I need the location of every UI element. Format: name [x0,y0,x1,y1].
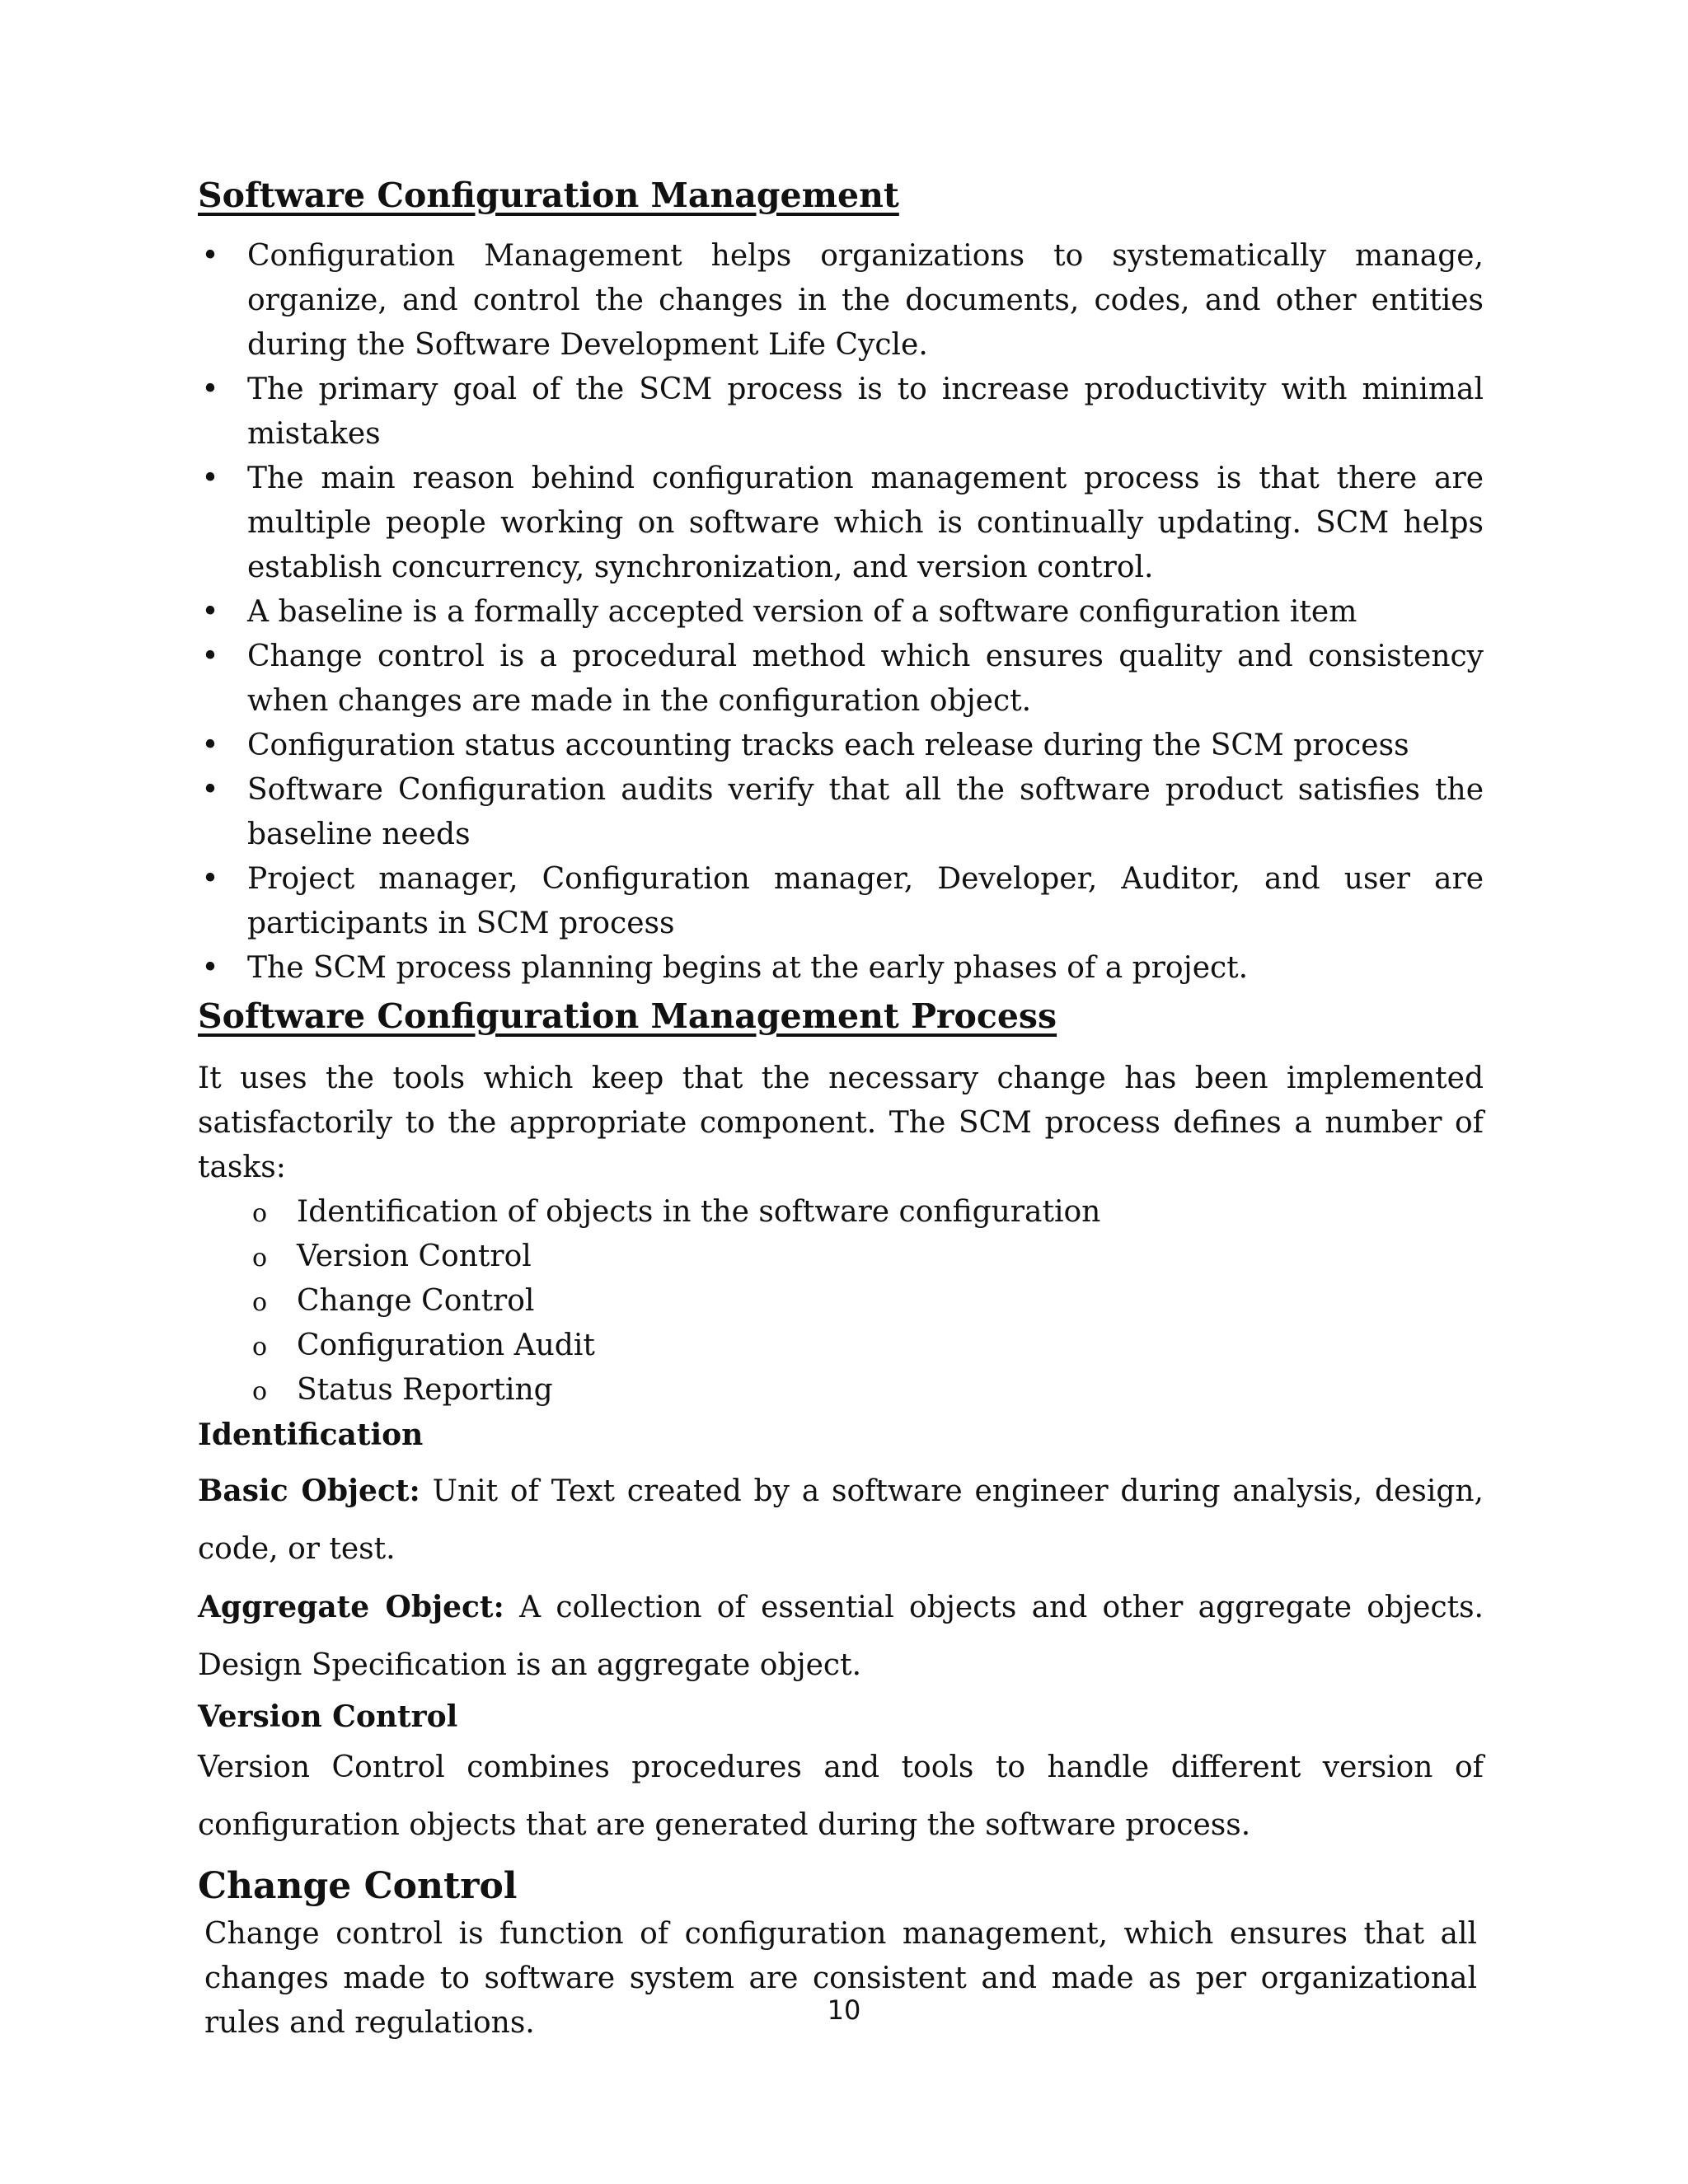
change-control-heading: Change Control [198,1865,518,1907]
bullet-icon: • [201,862,219,896]
bullet-icon: • [201,640,219,673]
bullet-icon: • [201,951,219,985]
bullet-icon: • [201,595,219,629]
aggregate-object-paragraph: Aggregate Object: A collection of essential objects and other aggregate objects. Design Specification is an aggregate object. [198,1590,1484,1682]
list-item: • The main reason behind configuration management process is that there are multiple people working on software which is continually updating. SCM helps establish concurrency, synchronization, and version control. [198,457,1484,590]
list-item: • Configuration Management helps organizations to systematically manage, organize, and control the changes in the documents, codes, and other entities during the Software Development Life Cycle. [198,234,1484,368]
aggregate-object-label: Aggregate Object: [198,1590,504,1624]
document-page [198,173,1484,2046]
bullet-icon: • [201,462,219,495]
version-control-heading: Version Control [198,1699,458,1734]
list-item: o Change Control [247,1279,1484,1324]
circle-bullet-icon: o [251,1199,268,1228]
circle-bullet-icon: o [251,1288,268,1317]
list-item: o Configuration Audit [247,1324,1484,1368]
list-item: • The SCM process planning begins at the early phases of a project. [198,946,1484,991]
bullet-icon: • [201,773,219,807]
scm-bullet-list [198,234,1484,991]
list-item: • The primary goal of the SCM process is to increase productivity with minimal mistakes [198,368,1484,457]
list-item: • Configuration status accounting tracks each release during the SCM process [198,724,1484,768]
list-item: • A baseline is a formally accepted version of a software configuration item [198,590,1484,635]
list-item: • Software Configuration audits verify that all the software product satisfies the baseline needs [198,768,1484,857]
page-number: 10 [827,1994,861,2026]
list-item: o Status Reporting [247,1368,1484,1413]
list-item: o Version Control [247,1235,1484,1279]
circle-bullet-icon: o [251,1333,268,1361]
list-item: • Project manager, Configuration manager, Developer, Auditor, and user are participants in SCM process [198,857,1484,946]
bullet-icon: • [201,239,219,273]
circle-bullet-icon: o [251,1244,268,1272]
version-control-paragraph: Version Control combines procedures and tools to handle different version of configuration objects that are generated during the software process. [198,1750,1484,1842]
basic-object-label: Basic Object: [198,1474,420,1508]
change-control-paragraph: Change control is function of configuration management, which ensures that all changes made to software system are consistent and made as per organizational rules and regulations. [204,1917,1477,2040]
circle-bullet-icon: o [251,1377,268,1406]
bullet-icon: • [201,373,219,406]
list-item: o Identification of objects in the software configuration [247,1190,1484,1235]
identification-heading: Identification [198,1418,424,1452]
list-item: • Change control is a procedural method which ensures quality and consistency when changes are made in the configuration object. [198,635,1484,724]
scm-process-intro: It uses the tools which keep that the necessary change has been implemented satisfactorily to the appropriate component. The SCM process defines a number of tasks: [198,1062,1484,1184]
section-title-scm-process: Software Configuration Management Process [198,996,1057,1036]
section-title-scm: Software Configuration Management [198,176,899,215]
basic-object-paragraph: Basic Object: Unit of Text created by a software engineer during analysis, design, code, or test. [198,1474,1484,1566]
bullet-icon: • [201,729,219,762]
scm-task-list [198,1190,1484,1413]
